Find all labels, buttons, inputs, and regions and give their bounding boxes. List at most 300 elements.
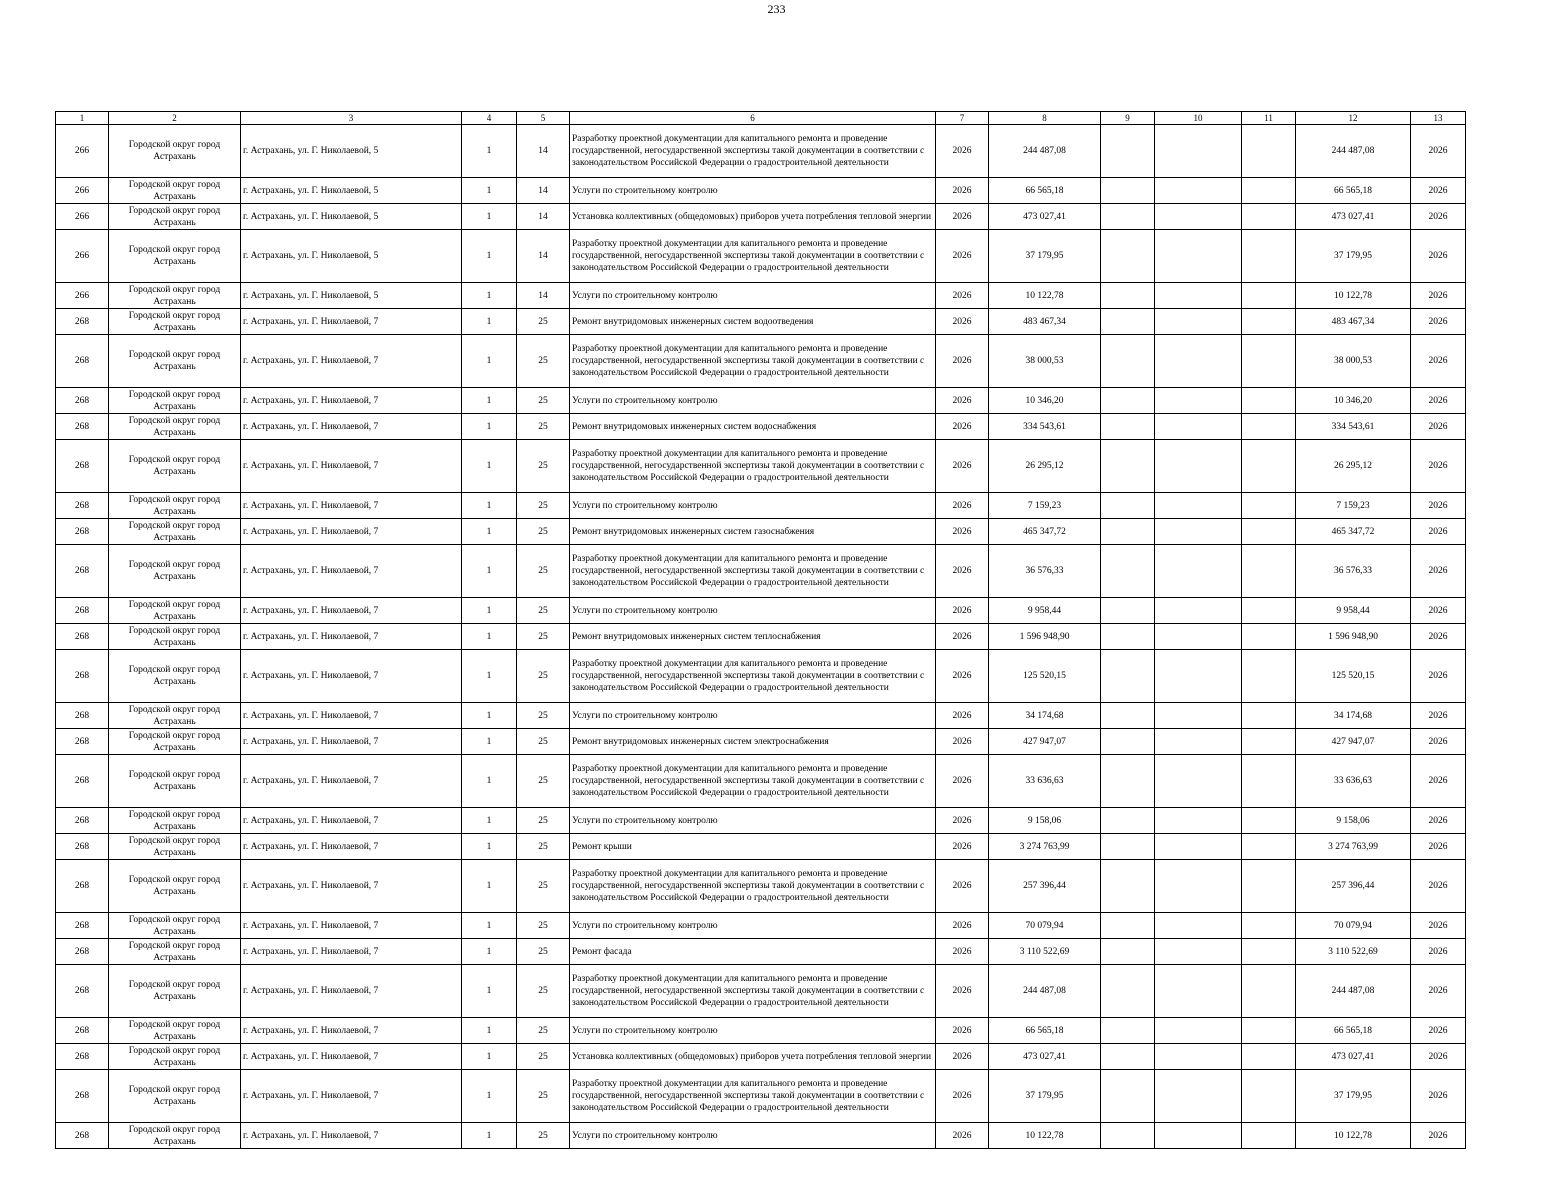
table-row (56, 414, 1466, 440)
address-cell: г. Астрахань, ул. Г. Николаевой, 5 (241, 283, 462, 309)
amount-cell: 257 396,44 (989, 860, 1101, 913)
column-11-cell (1242, 335, 1296, 388)
column-9-cell (1101, 624, 1155, 650)
amount-total-cell: 38 000,53 (1296, 335, 1411, 388)
work-type-cell: Услуги по строительному контролю (570, 808, 936, 834)
address-cell: г. Астрахань, ул. Г. Николаевой, 7 (241, 440, 462, 493)
column-4-cell: 1 (462, 493, 517, 519)
address-cell: г. Астрахань, ул. Г. Николаевой, 5 (241, 230, 462, 283)
row-number-cell: 266 (56, 204, 109, 230)
column-4-cell: 1 (462, 125, 517, 178)
municipality-cell: Городской округ город Астрахань (109, 703, 241, 729)
column-11-cell (1242, 493, 1296, 519)
work-type-cell: Разработку проектной документации для капитального ремонта и проведение государственной, негосударственной экспертизы такой документации в соответствии с законодательством Российской Федерации о градостроительной деятельности (570, 755, 936, 808)
row-number-cell: 268 (56, 965, 109, 1018)
municipality-cell: Городской округ город Астрахань (109, 598, 241, 624)
year-cell: 2026 (936, 440, 989, 493)
column-10-cell (1155, 283, 1242, 309)
row-number-cell: 268 (56, 388, 109, 414)
column-5-cell: 25 (517, 335, 570, 388)
completion-year-cell: 2026 (1411, 335, 1466, 388)
column-11-cell (1242, 624, 1296, 650)
column-5-cell: 25 (517, 598, 570, 624)
address-cell: г. Астрахань, ул. Г. Николаевой, 7 (241, 519, 462, 545)
year-cell: 2026 (936, 703, 989, 729)
table-row (56, 703, 1466, 729)
address-cell: г. Астрахань, ул. Г. Николаевой, 7 (241, 939, 462, 965)
year-cell: 2026 (936, 414, 989, 440)
amount-total-cell: 33 636,63 (1296, 755, 1411, 808)
column-number-header: 10 (1155, 112, 1242, 125)
column-4-cell: 1 (462, 414, 517, 440)
completion-year-cell: 2026 (1411, 204, 1466, 230)
address-cell: г. Астрахань, ул. Г. Николаевой, 7 (241, 808, 462, 834)
column-4-cell: 1 (462, 1123, 517, 1149)
column-11-cell (1242, 440, 1296, 493)
column-5-cell: 25 (517, 309, 570, 335)
column-10-cell (1155, 808, 1242, 834)
amount-cell: 3 274 763,99 (989, 834, 1101, 860)
address-cell: г. Астрахань, ул. Г. Николаевой, 7 (241, 650, 462, 703)
column-9-cell (1101, 598, 1155, 624)
table-row (56, 913, 1466, 939)
column-11-cell (1242, 834, 1296, 860)
table-row (56, 1123, 1466, 1149)
column-4-cell: 1 (462, 1070, 517, 1123)
column-11-cell (1242, 939, 1296, 965)
column-5-cell: 25 (517, 493, 570, 519)
year-cell: 2026 (936, 913, 989, 939)
address-cell: г. Астрахань, ул. Г. Николаевой, 5 (241, 178, 462, 204)
column-9-cell (1101, 309, 1155, 335)
municipality-cell: Городской округ город Астрахань (109, 388, 241, 414)
column-11-cell (1242, 913, 1296, 939)
column-10-cell (1155, 545, 1242, 598)
column-10-cell (1155, 624, 1242, 650)
amount-total-cell: 244 487,08 (1296, 965, 1411, 1018)
municipality-cell: Городской округ город Астрахань (109, 624, 241, 650)
amount-total-cell: 9 158,06 (1296, 808, 1411, 834)
row-number-cell: 268 (56, 834, 109, 860)
column-9-cell (1101, 729, 1155, 755)
column-4-cell: 1 (462, 703, 517, 729)
municipality-cell: Городской округ город Астрахань (109, 860, 241, 913)
amount-cell: 38 000,53 (989, 335, 1101, 388)
address-cell: г. Астрахань, ул. Г. Николаевой, 7 (241, 1070, 462, 1123)
completion-year-cell: 2026 (1411, 440, 1466, 493)
column-9-cell (1101, 493, 1155, 519)
amount-cell: 125 520,15 (989, 650, 1101, 703)
column-4-cell: 1 (462, 965, 517, 1018)
column-10-cell (1155, 1044, 1242, 1070)
address-cell: г. Астрахань, ул. Г. Николаевой, 7 (241, 388, 462, 414)
municipality-cell: Городской округ город Астрахань (109, 1123, 241, 1149)
address-cell: г. Астрахань, ул. Г. Николаевой, 7 (241, 335, 462, 388)
row-number-cell: 266 (56, 230, 109, 283)
completion-year-cell: 2026 (1411, 178, 1466, 204)
municipality-cell: Городской округ город Астрахань (109, 178, 241, 204)
municipality-cell: Городской округ город Астрахань (109, 519, 241, 545)
column-5-cell: 25 (517, 755, 570, 808)
year-cell: 2026 (936, 598, 989, 624)
municipality-cell: Городской округ город Астрахань (109, 1044, 241, 1070)
row-number-cell: 268 (56, 1070, 109, 1123)
column-10-cell (1155, 414, 1242, 440)
amount-cell: 26 295,12 (989, 440, 1101, 493)
table-row (56, 309, 1466, 335)
completion-year-cell: 2026 (1411, 939, 1466, 965)
table-row (56, 1018, 1466, 1044)
year-cell: 2026 (936, 178, 989, 204)
amount-total-cell: 3 274 763,99 (1296, 834, 1411, 860)
table-row (56, 335, 1466, 388)
column-9-cell (1101, 1070, 1155, 1123)
year-cell: 2026 (936, 624, 989, 650)
table-row (56, 834, 1466, 860)
amount-total-cell: 7 159,23 (1296, 493, 1411, 519)
table-row (56, 598, 1466, 624)
column-4-cell: 1 (462, 309, 517, 335)
amount-cell: 66 565,18 (989, 178, 1101, 204)
page-number: 233 (767, 2, 786, 16)
column-number-header: 5 (517, 112, 570, 125)
amount-cell: 10 346,20 (989, 388, 1101, 414)
table-row (56, 230, 1466, 283)
work-type-cell: Разработку проектной документации для капитального ремонта и проведение государственной, негосударственной экспертизы такой документации в соответствии с законодательством Российской Федерации о градостроительной деятельности (570, 1070, 936, 1123)
work-type-cell: Разработку проектной документации для капитального ремонта и проведение государственной, негосударственной экспертизы такой документации в соответствии с законодательством Российской Федерации о градостроительной деятельности (570, 965, 936, 1018)
municipality-cell: Городской округ город Астрахань (109, 1070, 241, 1123)
amount-total-cell: 9 958,44 (1296, 598, 1411, 624)
amount-cell: 34 174,68 (989, 703, 1101, 729)
completion-year-cell: 2026 (1411, 650, 1466, 703)
column-5-cell: 14 (517, 204, 570, 230)
work-type-cell: Разработку проектной документации для капитального ремонта и проведение государственной, негосударственной экспертизы такой документации в соответствии с законодательством Российской Федерации о градостроительной деятельности (570, 545, 936, 598)
column-5-cell: 25 (517, 939, 570, 965)
column-10-cell (1155, 204, 1242, 230)
column-11-cell (1242, 1123, 1296, 1149)
year-cell: 2026 (936, 939, 989, 965)
column-4-cell: 1 (462, 204, 517, 230)
column-4-cell: 1 (462, 729, 517, 755)
column-9-cell (1101, 545, 1155, 598)
table-row (56, 808, 1466, 834)
year-cell: 2026 (936, 125, 989, 178)
amount-total-cell: 36 576,33 (1296, 545, 1411, 598)
amount-cell: 334 543,61 (989, 414, 1101, 440)
address-cell: г. Астрахань, ул. Г. Николаевой, 7 (241, 309, 462, 335)
column-11-cell (1242, 965, 1296, 1018)
completion-year-cell: 2026 (1411, 965, 1466, 1018)
amount-cell: 483 467,34 (989, 309, 1101, 335)
column-9-cell (1101, 965, 1155, 1018)
address-cell: г. Астрахань, ул. Г. Николаевой, 7 (241, 755, 462, 808)
amount-total-cell: 34 174,68 (1296, 703, 1411, 729)
amount-total-cell: 26 295,12 (1296, 440, 1411, 493)
year-cell: 2026 (936, 283, 989, 309)
table-row (56, 624, 1466, 650)
column-number-header: 7 (936, 112, 989, 125)
row-number-cell: 268 (56, 1123, 109, 1149)
row-number-cell: 268 (56, 808, 109, 834)
table-body (56, 125, 1466, 1149)
column-4-cell: 1 (462, 1044, 517, 1070)
completion-year-cell: 2026 (1411, 519, 1466, 545)
work-type-cell: Ремонт крыши (570, 834, 936, 860)
amount-total-cell: 70 079,94 (1296, 913, 1411, 939)
table-row (56, 204, 1466, 230)
column-10-cell (1155, 965, 1242, 1018)
amount-cell: 37 179,95 (989, 1070, 1101, 1123)
year-cell: 2026 (936, 204, 989, 230)
column-10-cell (1155, 1123, 1242, 1149)
completion-year-cell: 2026 (1411, 388, 1466, 414)
row-number-cell: 268 (56, 624, 109, 650)
work-type-cell: Услуги по строительному контролю (570, 913, 936, 939)
column-11-cell (1242, 125, 1296, 178)
amount-total-cell: 473 027,41 (1296, 1044, 1411, 1070)
column-11-cell (1242, 283, 1296, 309)
row-number-cell: 268 (56, 650, 109, 703)
column-9-cell (1101, 283, 1155, 309)
amount-total-cell: 37 179,95 (1296, 1070, 1411, 1123)
address-cell: г. Астрахань, ул. Г. Николаевой, 7 (241, 598, 462, 624)
municipality-cell: Городской округ город Астрахань (109, 309, 241, 335)
column-5-cell: 25 (517, 1018, 570, 1044)
completion-year-cell: 2026 (1411, 598, 1466, 624)
municipality-cell: Городской округ город Астрахань (109, 913, 241, 939)
amount-total-cell: 334 543,61 (1296, 414, 1411, 440)
year-cell: 2026 (936, 1044, 989, 1070)
column-9-cell (1101, 414, 1155, 440)
column-5-cell: 25 (517, 545, 570, 598)
address-cell: г. Астрахань, ул. Г. Николаевой, 7 (241, 860, 462, 913)
year-cell: 2026 (936, 965, 989, 1018)
table-row (56, 545, 1466, 598)
column-4-cell: 1 (462, 860, 517, 913)
row-number-cell: 268 (56, 335, 109, 388)
amount-cell: 7 159,23 (989, 493, 1101, 519)
completion-year-cell: 2026 (1411, 703, 1466, 729)
column-number-header: 11 (1242, 112, 1296, 125)
table-row (56, 178, 1466, 204)
column-5-cell: 25 (517, 965, 570, 1018)
column-11-cell (1242, 309, 1296, 335)
column-4-cell: 1 (462, 808, 517, 834)
year-cell: 2026 (936, 1123, 989, 1149)
address-cell: г. Астрахань, ул. Г. Николаевой, 7 (241, 493, 462, 519)
column-10-cell (1155, 493, 1242, 519)
address-cell: г. Астрахань, ул. Г. Николаевой, 5 (241, 204, 462, 230)
row-number-cell: 268 (56, 755, 109, 808)
column-4-cell: 1 (462, 388, 517, 414)
amount-cell: 9 958,44 (989, 598, 1101, 624)
column-9-cell (1101, 755, 1155, 808)
municipality-cell: Городской округ город Астрахань (109, 965, 241, 1018)
table-row (56, 729, 1466, 755)
column-10-cell (1155, 939, 1242, 965)
municipality-cell: Городской округ город Астрахань (109, 335, 241, 388)
column-4-cell: 1 (462, 624, 517, 650)
column-11-cell (1242, 545, 1296, 598)
row-number-cell: 266 (56, 283, 109, 309)
amount-cell: 36 576,33 (989, 545, 1101, 598)
column-9-cell (1101, 834, 1155, 860)
column-5-cell: 14 (517, 125, 570, 178)
municipality-cell: Городской округ город Астрахань (109, 1018, 241, 1044)
completion-year-cell: 2026 (1411, 1018, 1466, 1044)
amount-cell: 70 079,94 (989, 913, 1101, 939)
amount-cell: 473 027,41 (989, 1044, 1101, 1070)
amount-total-cell: 1 596 948,90 (1296, 624, 1411, 650)
column-9-cell (1101, 519, 1155, 545)
column-11-cell (1242, 808, 1296, 834)
amount-cell: 37 179,95 (989, 230, 1101, 283)
amount-total-cell: 10 122,78 (1296, 283, 1411, 309)
column-9-cell (1101, 808, 1155, 834)
column-10-cell (1155, 309, 1242, 335)
column-5-cell: 25 (517, 729, 570, 755)
completion-year-cell: 2026 (1411, 913, 1466, 939)
column-10-cell (1155, 230, 1242, 283)
completion-year-cell: 2026 (1411, 729, 1466, 755)
address-cell: г. Астрахань, ул. Г. Николаевой, 7 (241, 834, 462, 860)
row-number-cell: 268 (56, 703, 109, 729)
municipality-cell: Городской округ город Астрахань (109, 755, 241, 808)
municipality-cell: Городской округ город Астрахань (109, 414, 241, 440)
work-type-cell: Ремонт внутридомовых инженерных систем газоснабжения (570, 519, 936, 545)
column-10-cell (1155, 388, 1242, 414)
column-9-cell (1101, 335, 1155, 388)
column-9-cell (1101, 1123, 1155, 1149)
column-10-cell (1155, 440, 1242, 493)
year-cell: 2026 (936, 335, 989, 388)
amount-total-cell: 10 122,78 (1296, 1123, 1411, 1149)
work-type-cell: Ремонт внутридомовых инженерных систем водоотведения (570, 309, 936, 335)
address-cell: г. Астрахань, ул. Г. Николаевой, 7 (241, 545, 462, 598)
year-cell: 2026 (936, 860, 989, 913)
completion-year-cell: 2026 (1411, 755, 1466, 808)
work-type-cell: Услуги по строительному контролю (570, 283, 936, 309)
column-number-header: 4 (462, 112, 517, 125)
column-5-cell: 25 (517, 650, 570, 703)
amount-cell: 66 565,18 (989, 1018, 1101, 1044)
column-number-row (56, 112, 1466, 125)
year-cell: 2026 (936, 545, 989, 598)
municipality-cell: Городской округ город Астрахань (109, 834, 241, 860)
work-type-cell: Услуги по строительному контролю (570, 703, 936, 729)
column-4-cell: 1 (462, 545, 517, 598)
column-5-cell: 25 (517, 860, 570, 913)
amount-cell: 1 596 948,90 (989, 624, 1101, 650)
column-5-cell: 14 (517, 230, 570, 283)
table-row (56, 519, 1466, 545)
municipality-cell: Городской округ город Астрахань (109, 283, 241, 309)
amount-total-cell: 257 396,44 (1296, 860, 1411, 913)
column-11-cell (1242, 703, 1296, 729)
column-11-cell (1242, 519, 1296, 545)
year-cell: 2026 (936, 755, 989, 808)
table-row (56, 125, 1466, 178)
column-number-header: 13 (1411, 112, 1466, 125)
table-row (56, 1044, 1466, 1070)
column-9-cell (1101, 939, 1155, 965)
column-10-cell (1155, 834, 1242, 860)
year-cell: 2026 (936, 808, 989, 834)
completion-year-cell: 2026 (1411, 309, 1466, 335)
work-type-cell: Ремонт внутридомовых инженерных систем теплоснабжения (570, 624, 936, 650)
column-10-cell (1155, 1018, 1242, 1044)
column-10-cell (1155, 860, 1242, 913)
column-4-cell: 1 (462, 1018, 517, 1044)
column-5-cell: 25 (517, 808, 570, 834)
amount-cell: 10 122,78 (989, 283, 1101, 309)
row-number-cell: 268 (56, 414, 109, 440)
column-11-cell (1242, 1044, 1296, 1070)
amount-total-cell: 473 027,41 (1296, 204, 1411, 230)
year-cell: 2026 (936, 729, 989, 755)
completion-year-cell: 2026 (1411, 624, 1466, 650)
row-number-cell: 268 (56, 598, 109, 624)
column-number-header: 12 (1296, 112, 1411, 125)
column-10-cell (1155, 650, 1242, 703)
column-5-cell: 25 (517, 1123, 570, 1149)
column-11-cell (1242, 650, 1296, 703)
column-4-cell: 1 (462, 230, 517, 283)
work-type-cell: Услуги по строительному контролю (570, 1123, 936, 1149)
year-cell: 2026 (936, 493, 989, 519)
completion-year-cell: 2026 (1411, 860, 1466, 913)
year-cell: 2026 (936, 650, 989, 703)
amount-total-cell: 10 346,20 (1296, 388, 1411, 414)
column-4-cell: 1 (462, 650, 517, 703)
column-11-cell (1242, 860, 1296, 913)
column-11-cell (1242, 178, 1296, 204)
column-10-cell (1155, 178, 1242, 204)
column-5-cell: 25 (517, 1070, 570, 1123)
municipality-cell: Городской округ город Астрахань (109, 230, 241, 283)
column-5-cell: 25 (517, 440, 570, 493)
year-cell: 2026 (936, 309, 989, 335)
year-cell: 2026 (936, 1018, 989, 1044)
address-cell: г. Астрахань, ул. Г. Николаевой, 7 (241, 1123, 462, 1149)
work-type-cell: Разработку проектной документации для капитального ремонта и проведение государственной, негосударственной экспертизы такой документации в соответствии с законодательством Российской Федерации о градостроительной деятельности (570, 440, 936, 493)
column-11-cell (1242, 1070, 1296, 1123)
column-number-header: 2 (109, 112, 241, 125)
column-5-cell: 25 (517, 414, 570, 440)
column-10-cell (1155, 125, 1242, 178)
row-number-cell: 268 (56, 309, 109, 335)
amount-cell: 10 122,78 (989, 1123, 1101, 1149)
column-number-header: 3 (241, 112, 462, 125)
column-5-cell: 25 (517, 1044, 570, 1070)
table-row (56, 388, 1466, 414)
row-number-cell: 266 (56, 178, 109, 204)
column-10-cell (1155, 729, 1242, 755)
amount-total-cell: 125 520,15 (1296, 650, 1411, 703)
address-cell: г. Астрахань, ул. Г. Николаевой, 7 (241, 729, 462, 755)
year-cell: 2026 (936, 519, 989, 545)
work-type-cell: Разработку проектной документации для капитального ремонта и проведение государственной, негосударственной экспертизы такой документации в соответствии с законодательством Российской Федерации о градостроительной деятельности (570, 335, 936, 388)
column-5-cell: 25 (517, 913, 570, 939)
table-row (56, 860, 1466, 913)
column-5-cell: 14 (517, 283, 570, 309)
amount-cell: 33 636,63 (989, 755, 1101, 808)
work-type-cell: Разработку проектной документации для капитального ремонта и проведение государственной, негосударственной экспертизы такой документации в соответствии с законодательством Российской Федерации о градостроительной деятельности (570, 125, 936, 178)
column-9-cell (1101, 1018, 1155, 1044)
column-10-cell (1155, 1070, 1242, 1123)
column-number-header: 6 (570, 112, 936, 125)
municipality-cell: Городской округ город Астрахань (109, 493, 241, 519)
